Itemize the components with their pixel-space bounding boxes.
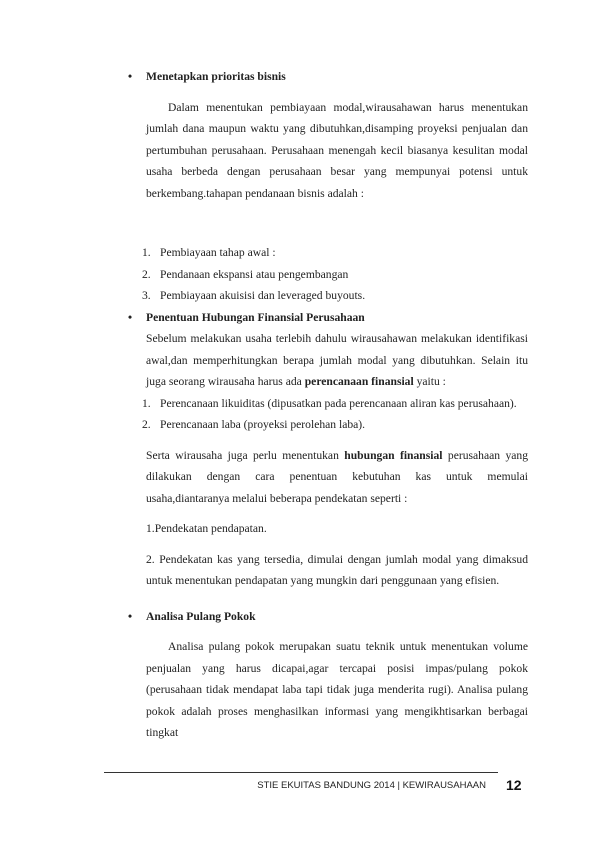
footer-text: STIE EKUITAS BANDUNG 2014 | KEWIRAUSAHAAN — [257, 780, 486, 791]
list-item: 3. Pembiayaan akuisisi dan leveraged buyouts. — [142, 289, 366, 302]
approach-kas: 2. Pendekatan kas yang tersedia, dimulai dengan jumlah modal yang dimaksud untuk menentukan pendapatan yang mungkin dari penggunaan yang efisien. — [146, 552, 528, 587]
footer-divider — [104, 772, 498, 773]
list-perencanaan — [124, 393, 528, 436]
section-heading-pulang-pokok: • Analisa Pulang Pokok — [124, 606, 528, 628]
page-number: 12 — [506, 777, 522, 793]
page-content — [124, 66, 528, 744]
list-item: 1. Perencanaan likuiditas (dipusatkan pada perencanaan aliran kas perusahaan). — [142, 396, 517, 410]
list-tahapan-pendanaan — [124, 242, 528, 307]
bold-hubungan-finansial: hubungan finansial — [344, 448, 443, 462]
paragraph-analisa: Analisa pulang pokok merupakan suatu teknik untuk menentukan volume penjualan yang harus dicapai,agar tercapai posisi impas/pulang pokok (perusahaan tidak mendapat laba tapi tidak juga menderita rugi). Analisa pulang pokok adalah proses menghasilkan informasi yang mengikhtisarkan berbagai tingkat — [146, 640, 528, 739]
paragraph-serta: Serta wirausaha juga perlu menentukan hubungan finansial perusahaan yang dilakukan dengan cara penentuan kebutuhan kas untuk memulai usaha,diantaranya melalui beberapa pendekatan seperti : — [146, 448, 528, 505]
section-heading-prioritas: • Menetapkan prioritas bisnis — [124, 66, 528, 88]
approach-pendapatan: 1.Pendekatan pendapatan. — [146, 522, 267, 535]
paragraph-sebelum: Sebelum melakukan usaha terlebih dahulu wirausahawan melakukan identifikasi awal,dan memperhitungkan berapa jumlah modal yang dibutuhkan. Selain itu juga seorang wirausaha harus ada perencanaan finansial yaitu : — [146, 332, 528, 388]
list-item: 2. Pendanaan ekspansi atau pengembangan — [142, 267, 349, 281]
list-item: 1. Pembiayaan tahap awal : — [142, 246, 276, 259]
section-heading-hubungan-finansial: • Penentuan Hubungan Finansial Perusahaan — [124, 307, 528, 329]
list-item: 2. Perencanaan laba (proyeksi perolehan laba). — [142, 418, 366, 431]
bold-perencanaan-finansial: perencanaan finansial — [304, 375, 414, 388]
paragraph-pembiayaan: Dalam menentukan pembiayaan modal,wirausahawan harus menentukan jumlah dana maupun waktu yang dibutuhkan,disamping proyeksi penjualan dan pertumbuhan perusahaan. Perusahaan menengah kecil biasanya kesulitan modal usaha berbeda dengan perusahaan besar yang mempunyai potensi untuk berkembang.tahapan pendanaan bisnis adalah : — [146, 100, 528, 200]
